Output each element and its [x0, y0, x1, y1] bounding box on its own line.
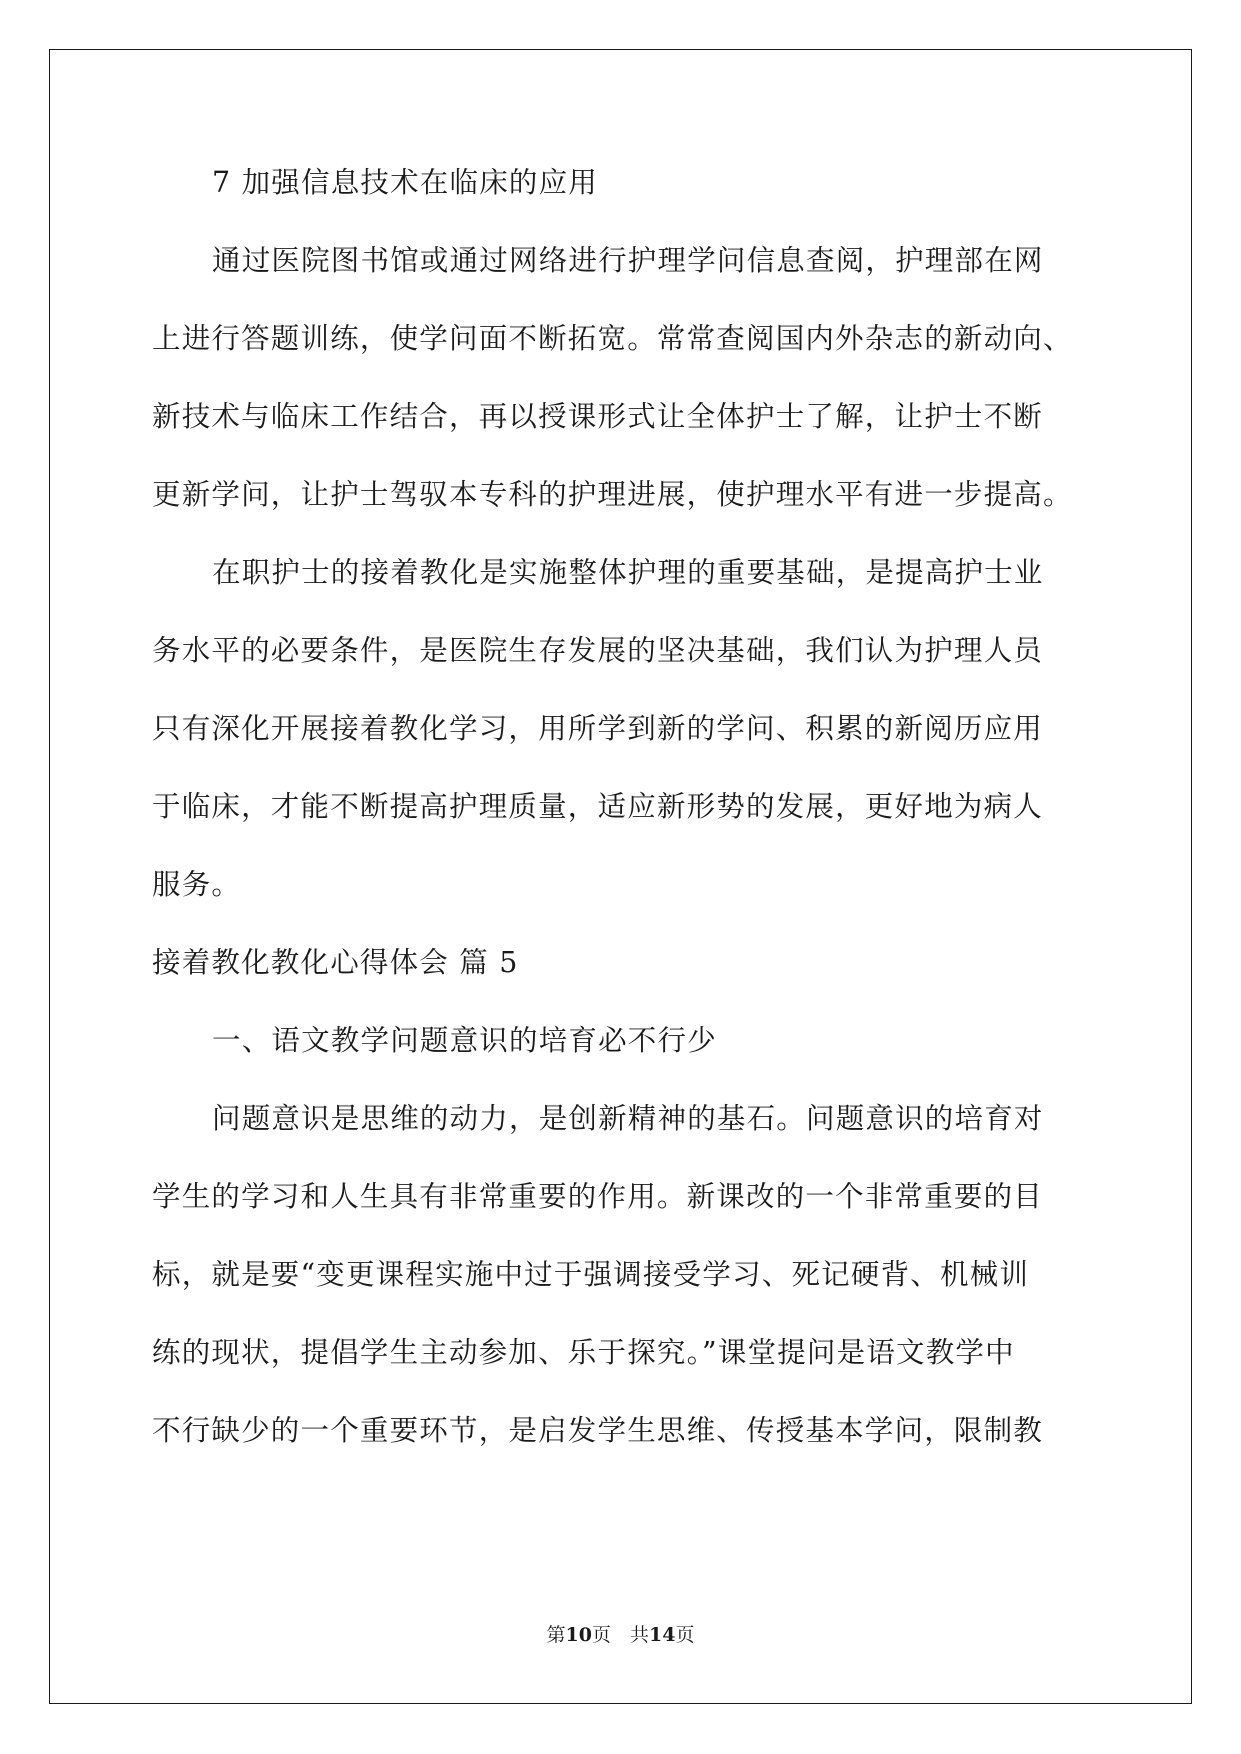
- text-line: 只有深化开展接着教化学习，用所学到新的学问、积累的新阅历应用: [152, 712, 1044, 745]
- text-line: 一、语文教学问题意识的培育必不行少: [212, 1024, 717, 1057]
- text-line: 更新学问，让护士驾驭本专科的护理进展，使护理水平有进一步提高。: [152, 478, 1073, 511]
- page-footer: [0, 1620, 1241, 1647]
- text-line: 通过医院图书馆或通过网络进行护理学问信息查阅，护理部在网: [212, 244, 1044, 277]
- text-line: 练的现状，提倡学生主动参加、乐于探究。”课堂提问是语文教学中: [152, 1336, 1015, 1369]
- text-line: 务水平的必要条件，是医院生存发展的坚决基础，我们认为护理人员: [152, 634, 1044, 667]
- current-page-number: 10: [565, 1624, 592, 1646]
- footer-prefix: 第: [546, 1624, 566, 1646]
- text-line: 问题意识是思维的动力，是创新精神的基石。问题意识的培育对: [212, 1102, 1044, 1135]
- text-line: 服务。: [152, 868, 242, 901]
- text-line: 7 加强信息技术在临床的应用: [212, 166, 598, 199]
- text-line: 不行缺少的一个重要环节，是启发学生思维、传授基本学问，限制教: [152, 1414, 1044, 1447]
- footer-middle: 页 共: [591, 1624, 649, 1646]
- text-line: 标，就是要“变更课程实施中过于强调接受学习、死记硬背、机械训: [152, 1258, 1030, 1291]
- document-body: [152, 163, 1092, 1489]
- text-line: 上进行答题训练，使学问面不断拓宽。常常查阅国内外杂志的新动向、: [152, 322, 1073, 355]
- text-line: 新技术与临床工作结合，再以授课形式让全体护士了解，让护士不断: [152, 400, 1044, 433]
- text-line: 学生的学习和人生具有非常重要的作用。新课改的一个非常重要的目: [152, 1180, 1044, 1213]
- text-line: 接着教化教化心得体会 篇 5: [152, 946, 519, 979]
- text-line: 在职护士的接着教化是实施整体护理的重要基础，是提高护士业: [212, 556, 1044, 589]
- total-page-number: 14: [649, 1624, 676, 1646]
- footer-suffix: 页: [675, 1624, 695, 1646]
- text-line: 于临床，才能不断提高护理质量，适应新形势的发展，更好地为病人: [152, 790, 1044, 823]
